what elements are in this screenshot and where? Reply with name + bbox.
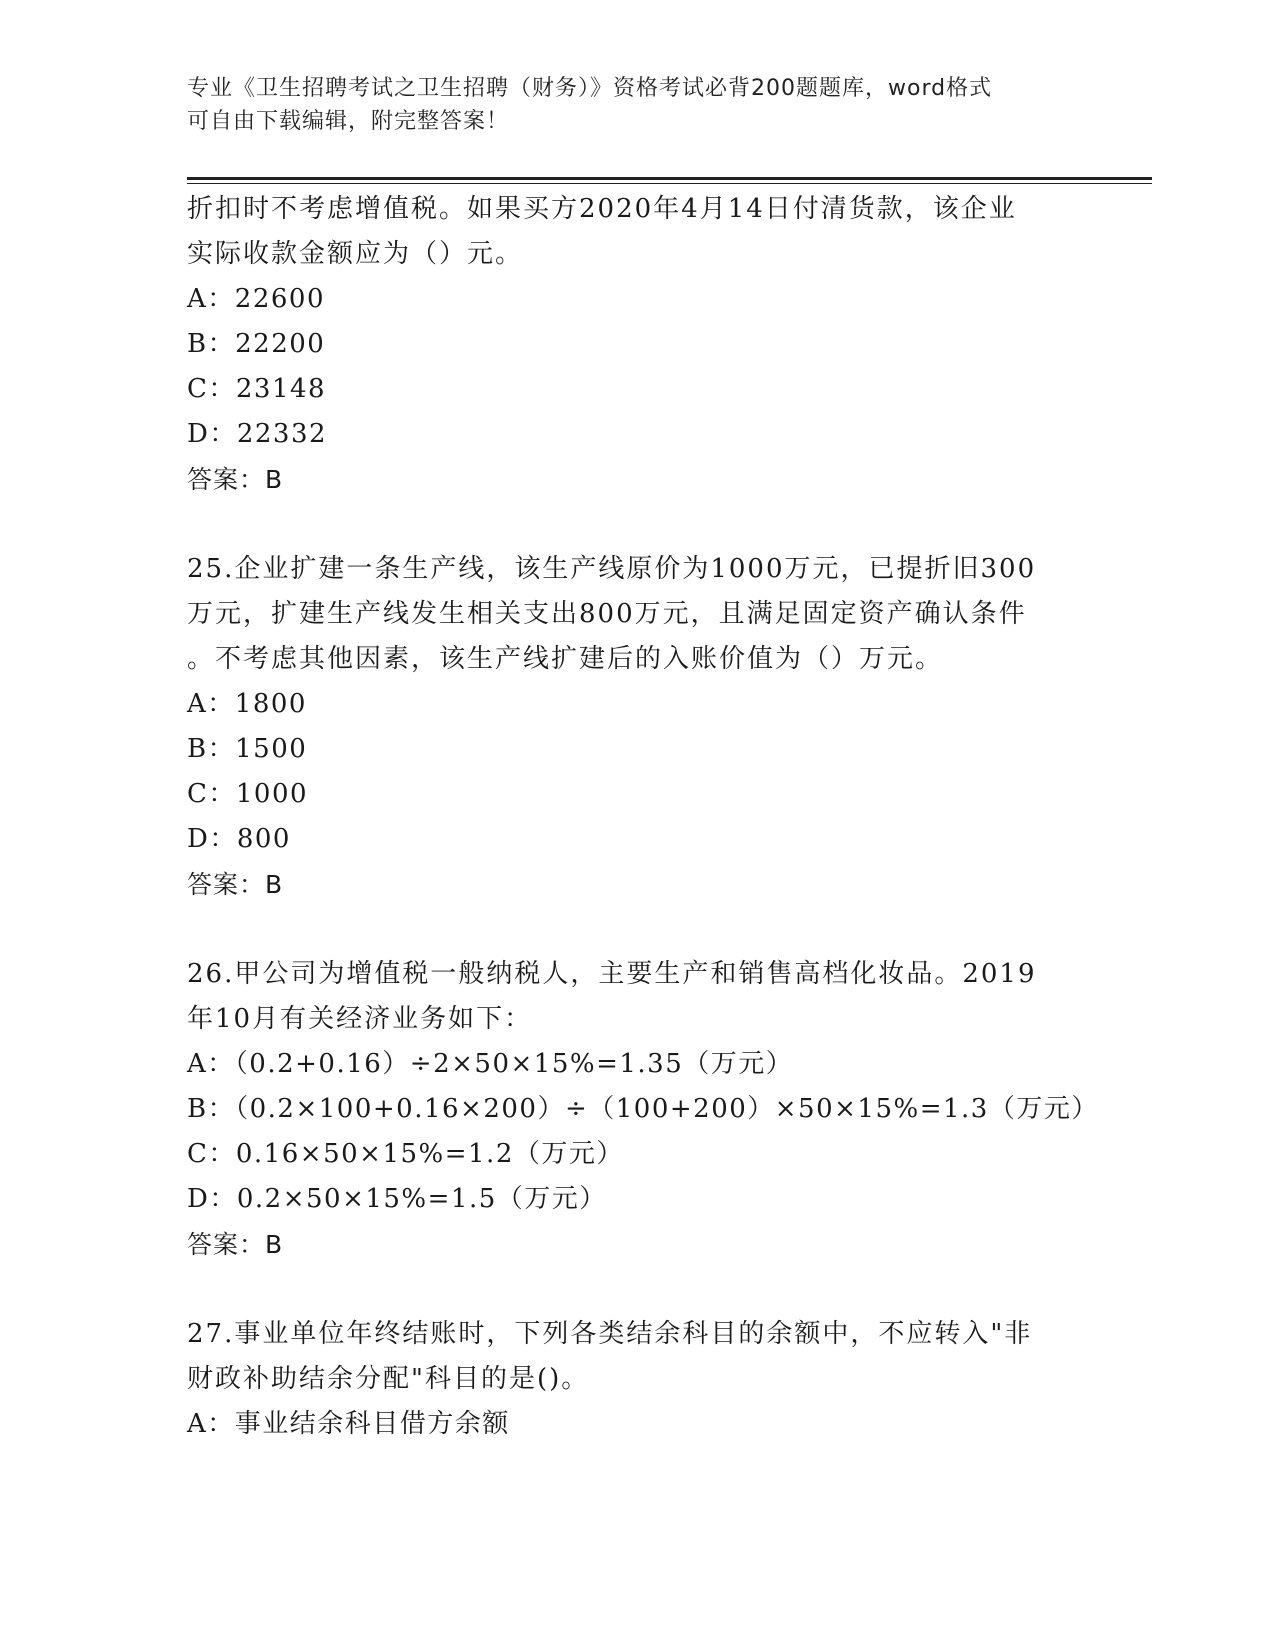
option-b: B：（0.2×100+0.16×200）÷（100+200）×50×15%=1.3（万元） [187,1094,1099,1124]
answer-line: 答案：B [187,1230,284,1259]
question-text-line: 万元，扩建生产线发生相关支出800万元，且满足固定资产确认条件 [187,599,1027,629]
spacer [187,1267,1067,1312]
question-block-27 [187,1312,1067,1447]
answer-line: 答案：B [187,870,284,899]
answer-line: 答案：B [187,465,284,494]
option-a: A：1800 [187,689,307,719]
question-block-24 [187,187,1067,502]
option-a: A：22600 [187,284,325,314]
header-line-1: 专业《卫生招聘考试之卫生招聘（财务）》资格考试必背200题题库，word格式 [187,76,993,101]
option-d: D：22332 [187,419,328,449]
question-text-line: 。不考虑其他因素，该生产线扩建后的入账价值为（）万元。 [187,644,944,674]
question-text-line: 26.甲公司为增值税一般纳税人，主要生产和销售高档化妆品。2019 [187,959,1037,989]
option-c: C：1000 [187,779,309,809]
option-a: A：事业结余科目借方余额 [187,1409,510,1439]
question-text-line: 折扣时不考虑增值税。如果买方2020年4月14日付清货款，该企业 [187,194,1017,224]
option-c: C：0.16×50×15%=1.2（万元） [187,1139,624,1169]
question-text-line: 25.企业扩建一条生产线，该生产线原价为1000万元，已提折旧300 [187,554,1037,584]
question-text-line: 年10月有关经济业务如下： [187,1004,533,1034]
option-b: B：1500 [187,734,308,764]
option-c: C：23148 [187,374,327,404]
header-rule-thin [187,183,1152,184]
question-block-26 [187,952,1099,1267]
page-header [187,72,1067,138]
option-b: B：22200 [187,329,326,359]
option-a: A：（0.2+0.16）÷2×50×15%=1.35（万元） [187,1049,794,1079]
header-rule-thick [187,177,1152,180]
question-text-line: 27.事业单位年终结账时，下列各类结余科目的余额中，不应转入"非 [187,1319,1033,1349]
question-text-line: 实际收款金额应为（）元。 [187,239,524,269]
option-d: D：0.2×50×15%=1.5（万元） [187,1184,607,1214]
question-block-25 [187,547,1067,907]
question-list [187,187,1099,1447]
spacer [187,907,1067,952]
question-text-line: 财政补助结余分配"科目的是()。 [187,1364,590,1394]
spacer [187,502,1067,547]
option-d: D：800 [187,824,291,854]
header-line-2: 可自由下载编辑，附完整答案！ [187,109,510,134]
